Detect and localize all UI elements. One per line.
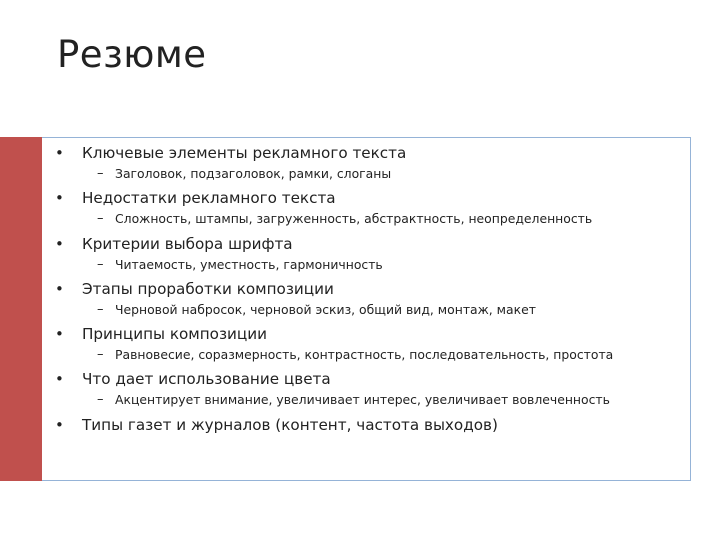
list-subitem-text: Сложность, штампы, загруженность, абстрактность, неопределенность (115, 211, 593, 227)
list-item (55, 187, 695, 232)
list-subitem-text: Черновой набросок, черновой эскиз, общий вид, монтаж, макет (115, 301, 536, 317)
list-item-text: Что дает использование цвета (82, 370, 331, 389)
accent-bar (0, 137, 42, 481)
bullet-icon: • (55, 370, 64, 389)
list-subitem-text: Заголовок, подзаголовок, рамки, слоганы (115, 166, 392, 181)
bullet-icon: • (55, 415, 64, 434)
list-item (55, 368, 695, 413)
list-item-text: Принципы композиции (82, 325, 267, 344)
bullet-icon: • (55, 234, 64, 253)
list-item-text: Типы газет и журналов (контент, частота выходов) (82, 415, 498, 434)
list-item (55, 323, 695, 368)
summary-list (55, 142, 695, 459)
list-item-text: Недостатки рекламного текста (82, 189, 336, 208)
list-item-text: Ключевые элементы рекламного текста (82, 144, 407, 162)
list-item-text: Критерии выбора шрифта (82, 234, 293, 253)
list-subitem-text: Читаемость, уместность, гармоничность (115, 256, 383, 272)
list-item (55, 233, 695, 278)
dash-icon: – (97, 211, 104, 227)
list-item (55, 278, 695, 323)
list-item (55, 414, 695, 459)
bullet-icon: • (55, 144, 64, 162)
dash-icon: – (97, 392, 104, 408)
bullet-icon: • (55, 325, 64, 344)
dash-icon: – (97, 166, 104, 181)
dash-icon: – (97, 256, 104, 272)
slide-title: Резюме (57, 33, 207, 76)
list-subitem-text: Акцентирует внимание, увеличивает интерес, увеличивает вовлеченность (115, 392, 610, 408)
dash-icon: – (97, 301, 104, 317)
bullet-icon: • (55, 189, 64, 208)
list-subitem-text: Равновесие, соразмерность, контрастность, последовательность, простота (115, 347, 614, 363)
dash-icon: – (97, 347, 104, 363)
bullet-icon: • (55, 279, 64, 298)
list-item (55, 142, 695, 187)
list-item-text: Этапы проработки композиции (82, 279, 334, 298)
